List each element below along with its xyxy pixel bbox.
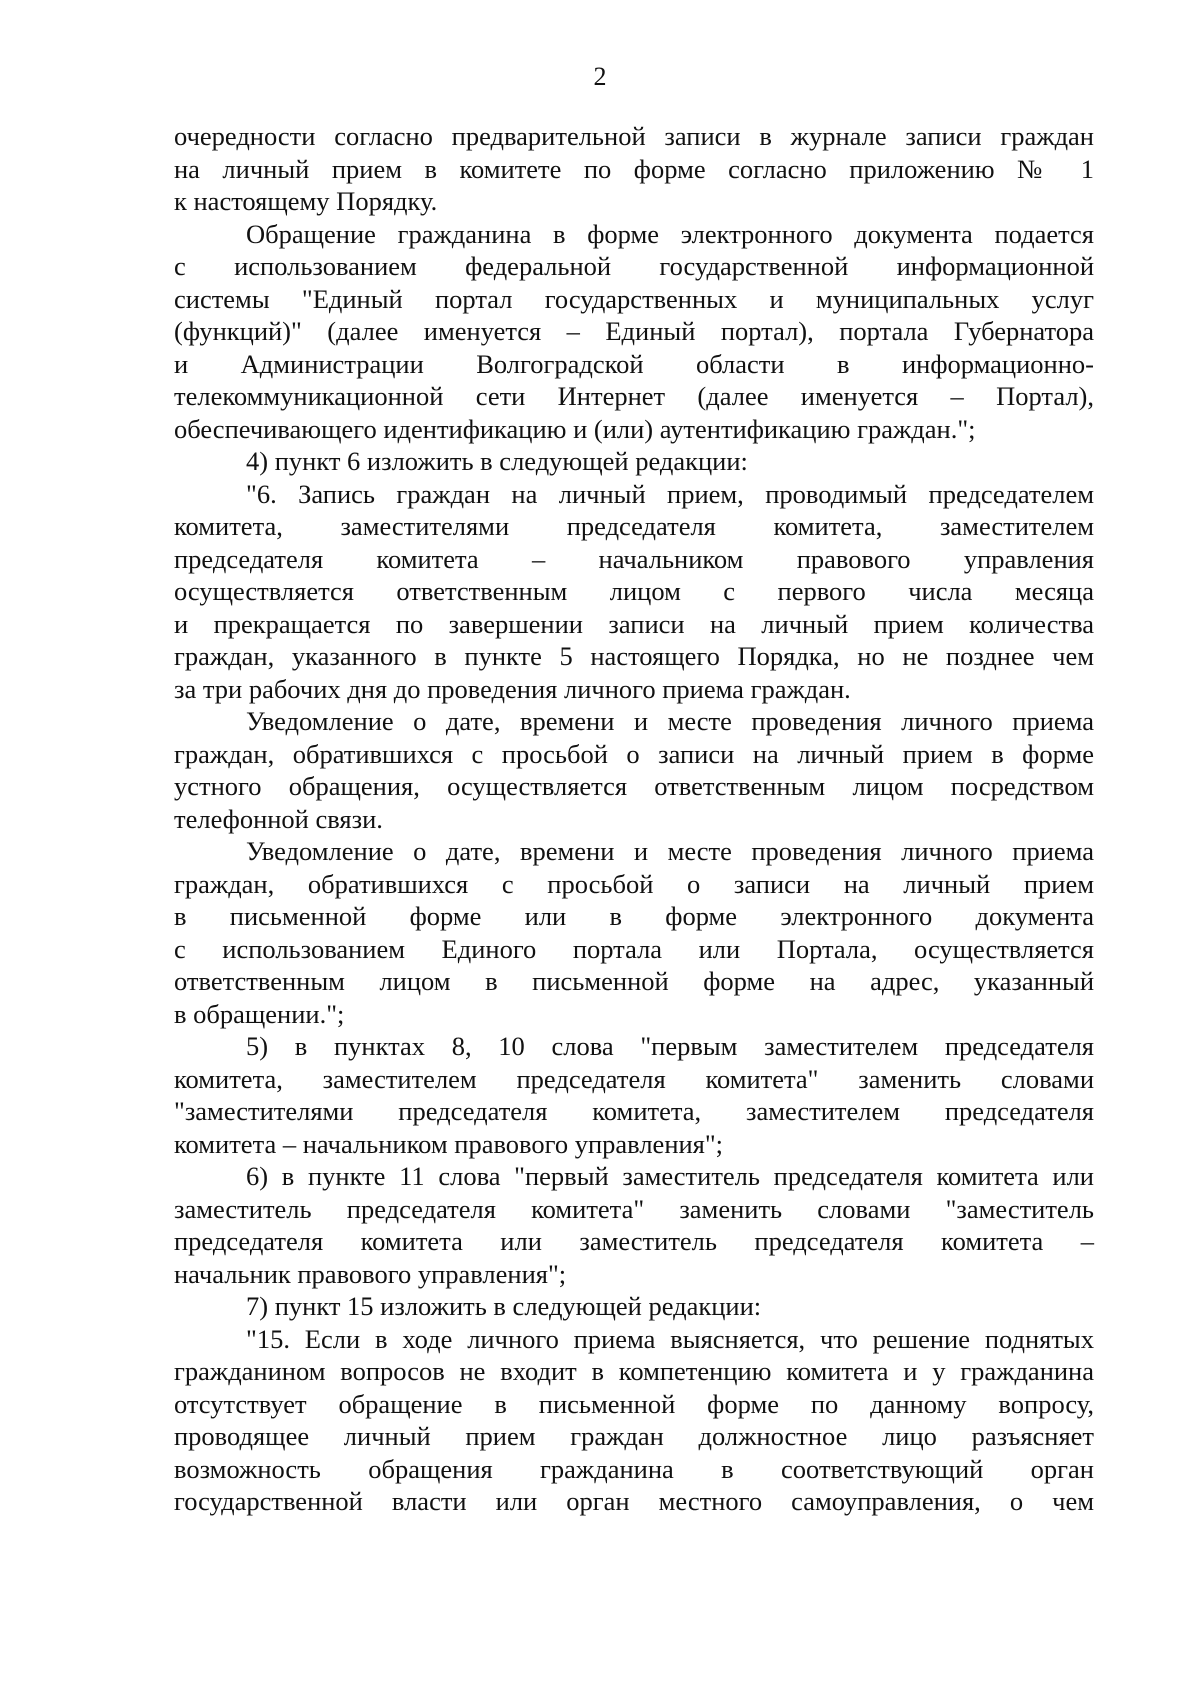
- text-line: "6. Запись граждан на личный прием, проводимый председателем: [246, 478, 1094, 509]
- page-number: 2: [593, 62, 607, 91]
- text-line: гражданином вопросов не входит в компетенцию комитета и у гражданина: [174, 1356, 1094, 1386]
- text-line: заместитель председателя комитета" заменить словами "заместитель: [174, 1193, 1094, 1224]
- document-body: [174, 120, 1094, 1518]
- text-line: государственной власти или орган местного самоуправления, о чем: [174, 1486, 1094, 1516]
- text-line: председателя комитета – начальником правового управления: [174, 543, 1094, 574]
- text-line: граждан, обратившихся с просьбой о записи на личный прием: [174, 868, 1094, 899]
- text-line: ответственным лицом в письменной форме на адрес, указанный: [174, 966, 1094, 996]
- text-line: Уведомление о дате, времени и месте проведения личного приема: [246, 706, 1094, 736]
- text-line: и прекращается по завершении записи на личный прием количества: [174, 608, 1094, 639]
- text-line: телефонной связи.: [174, 803, 383, 834]
- text-line: комитета, заместителями председателя комитета, заместителем: [174, 511, 1094, 541]
- text-line: председателя комитета или заместитель председателя комитета –: [174, 1226, 1094, 1256]
- text-line: комитета, заместителем председателя комитета" заменить словами: [174, 1063, 1094, 1094]
- text-line: 5) в пунктах 8, 10 слова "первым заместителем председателя: [246, 1031, 1094, 1061]
- text-line: за три рабочих дня до проведения личного приема граждан.: [174, 673, 851, 704]
- text-line: и Администрации Волгоградской области в информационно-: [174, 348, 1094, 379]
- text-line: граждан, указанного в пункте 5 настоящего Порядка, но не позднее чем: [174, 641, 1094, 671]
- text-line: осуществляется ответственным лицом с первого числа месяца: [174, 576, 1094, 606]
- text-line: граждан, обратившихся с просьбой о записи на личный прием в форме: [174, 738, 1094, 769]
- text-line: 4) пункт 6 изложить в следующей редакции:: [246, 446, 748, 476]
- text-line: 6) в пункте 11 слова "первый заместитель председателя комитета или: [246, 1161, 1094, 1191]
- text-line: с использованием Единого портала или Портала, осуществляется: [174, 933, 1094, 964]
- text-line: "15. Если в ходе личного приема выясняется, что решение поднятых: [246, 1323, 1094, 1354]
- text-line: на личный прием в комитете по форме согласно приложению № 1: [174, 153, 1094, 184]
- text-line: очередности согласно предварительной записи в журнале записи граждан: [174, 121, 1094, 151]
- text-line: системы "Единый портал государственных и муниципальных услуг: [174, 283, 1094, 314]
- text-line: возможность обращения гражданина в соответствующий орган: [174, 1453, 1094, 1484]
- text-line: устного обращения, осуществляется ответственным лицом посредством: [174, 771, 1094, 801]
- text-line: (функций)" (далее именуется – Единый портал), портала Губернатора: [174, 316, 1094, 346]
- text-line: "заместителями председателя комитета, заместителем председателя: [174, 1096, 1094, 1126]
- text-line: обеспечивающего идентификацию и (или) аутентификацию граждан.";: [174, 413, 976, 444]
- text-line: 7) пункт 15 изложить в следующей редакции:: [246, 1291, 762, 1321]
- text-line: отсутствует обращение в письменной форме по данному вопросу,: [174, 1388, 1094, 1419]
- text-line: в письменной форме или в форме электронного документа: [174, 901, 1094, 931]
- text-line: Обращение гражданина в форме электронного документа подается: [246, 218, 1094, 249]
- text-line: телекоммуникационной сети Интернет (далее именуется – Портал),: [174, 381, 1094, 411]
- text-line: проводящее личный прием граждан должностное лицо разъясняет: [174, 1421, 1094, 1451]
- text-line: комитета – начальником правового управления";: [174, 1128, 724, 1159]
- text-line: Уведомление о дате, времени и месте проведения личного приема: [246, 836, 1094, 866]
- text-line: в обращении.";: [174, 998, 345, 1029]
- text-line: с использованием федеральной государственной информационной: [174, 251, 1094, 281]
- text-line: начальник правового управления";: [174, 1258, 567, 1289]
- text-line: к настоящему Порядку.: [174, 186, 438, 216]
